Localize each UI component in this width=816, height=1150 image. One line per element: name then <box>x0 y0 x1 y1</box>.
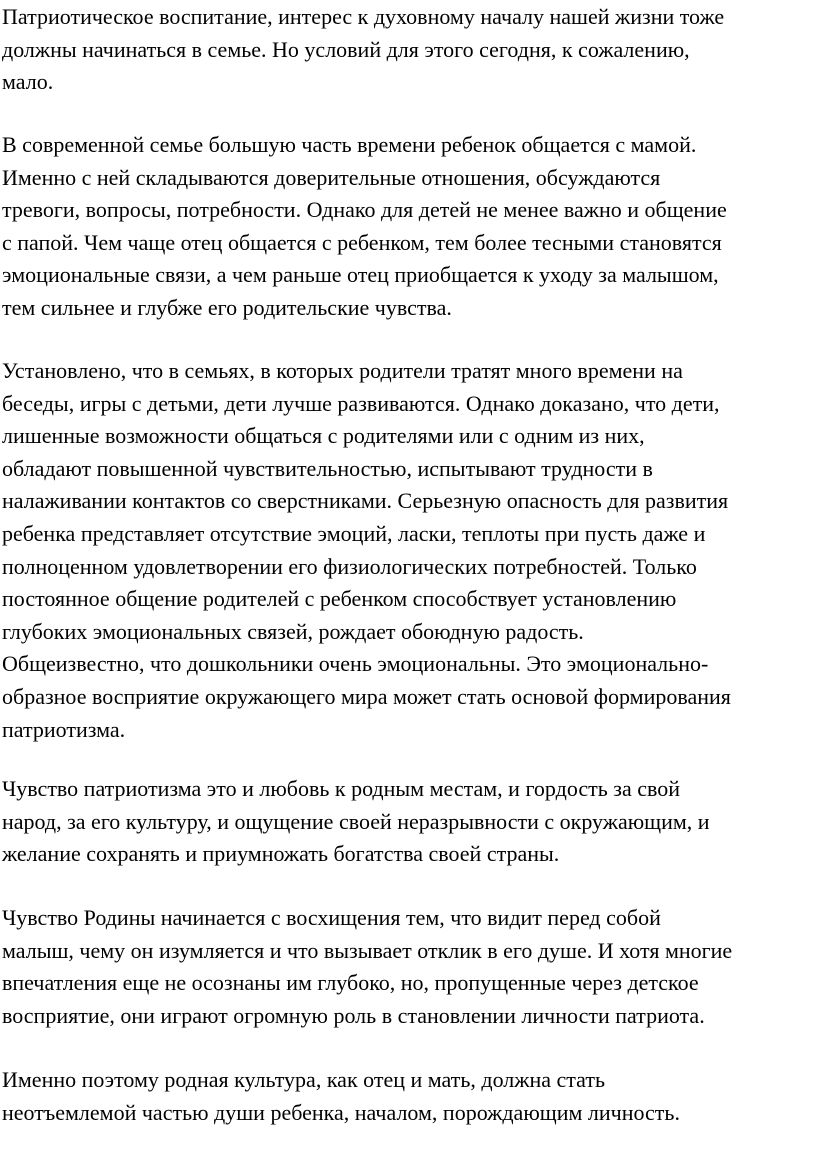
text-line: должны начинаться в семье. Но условий для этого сегодня, к сожалению, <box>2 36 690 62</box>
text-line: тем сильнее и глубже его родительские чувства. <box>2 294 452 320</box>
text-line: беседы, игры с детьми, дети лучше развиваются. Однако доказано, что дети, <box>2 390 720 416</box>
text-line: ребенка представляет отсутствие эмоций, ласки, теплоты при пусть даже и <box>2 520 706 546</box>
text-line: Чувство Родины начинается с восхищения тем, что видит перед собой <box>2 905 661 930</box>
text-line: Общеизвестно, что дошкольники очень эмоциональны. Это эмоционально- <box>2 651 709 677</box>
text-line: эмоциональные связи, а чем раньше отец приобщается к уходу за малышом, <box>2 262 719 288</box>
text-line: глубоких эмоциональных связей, рождает обоюдную радость. <box>2 618 584 644</box>
paragraph-2 <box>2 129 812 325</box>
text-line: лишенные возможности общаться с родителями или с одним из них, <box>2 423 645 449</box>
text-line: Именно поэтому родная культура, как отец и мать, должна стать <box>2 1067 605 1092</box>
text-line: мало. <box>2 69 54 95</box>
text-line: Чувство патриотизма это и любовь к родным местам, и гордость за свой <box>2 776 681 801</box>
paragraph-5 <box>2 902 812 1032</box>
text-line: полноценном удовлетворении его физиологических потребностей. Только <box>2 553 697 579</box>
paragraph-1 <box>2 1 812 99</box>
text-line: народ, за его культуру, и ощущение своей неразрывности с окружающим, и <box>2 808 710 834</box>
text-line: Патриотическое воспитание, интерес к духовному началу нашей жизни тоже <box>2 4 725 29</box>
text-line: тревоги, вопросы, потребности. Однако для детей не менее важно и общение <box>2 197 727 223</box>
text-line: В современной семье большую часть времени ребенок общается с мамой. <box>2 132 697 157</box>
paragraph-4 <box>2 773 812 871</box>
paragraph-6 <box>2 1064 812 1129</box>
text-line: неотъемлемой частью души ребенка, началом, порождающим личность. <box>2 1099 680 1125</box>
text-line: впечатления еще не осознаны им глубоко, но, пропущенные через детское <box>2 970 699 996</box>
text-line: желание сохранять и приумножать богатства своей страны. <box>2 841 560 867</box>
text-line: малыш, чему он изумляется и что вызывает отклик в его душе. И хотя многие <box>2 937 733 963</box>
text-line: налаживании контактов со сверстниками. Серьезную опасность для развития <box>2 488 729 514</box>
text-line: Установлено, что в семьях, в которых родители тратят много времени на <box>2 358 683 383</box>
text-line: с папой. Чем чаще отец общается с ребенком, тем более тесными становятся <box>2 229 722 255</box>
paragraph-3 <box>2 355 812 746</box>
text-line: Именно с ней складываются доверительные отношения, обсуждаются <box>2 164 661 190</box>
text-line: образное восприятие окружающего мира может стать основой формирования <box>2 683 731 709</box>
text-line: обладают повышенной чувствительностью, испытывают трудности в <box>2 455 653 481</box>
text-line: патриотизма. <box>2 716 126 742</box>
text-line: постоянное общение родителей с ребенком способствует установлению <box>2 586 677 612</box>
text-line: восприятие, они играют огромную роль в становлении личности патриота. <box>2 1002 705 1028</box>
